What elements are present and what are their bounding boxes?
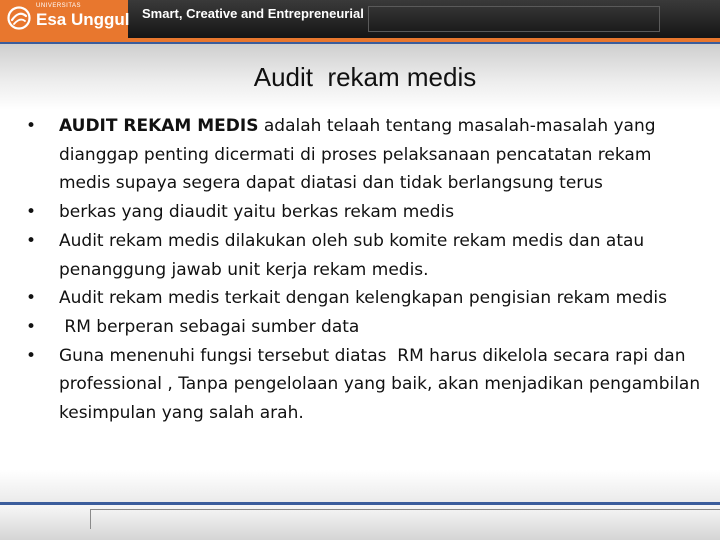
bullet-text: Audit rekam medis terkait dengan kelengkapan pengisian rekam medis	[59, 288, 667, 309]
logo-name: Esa Unggul	[36, 10, 130, 29]
bullet-lead-text: AUDIT REKAM MEDIS	[59, 116, 259, 136]
bullet-icon: •	[26, 202, 37, 223]
bullet-text: Audit rekam medis dilakukan oleh sub komite rekam medis dan atau penanggung jawab unit kerja rekam medis.	[59, 230, 650, 280]
footer-bar	[0, 505, 720, 540]
slide-title: Audit rekam medis	[253, 62, 477, 92]
bullet-icon: •	[26, 116, 37, 136]
list-item	[26, 342, 706, 428]
logo-emblem-icon	[7, 6, 31, 30]
logo-small-text: UNIVERSITAS	[36, 3, 82, 9]
bullet-icon: •	[26, 316, 37, 337]
bullet-text: Guna menenuhi fungsi tersebut diatas RM harus dikelola secara rapi dan professional , Tanpa pengelolaan yang baik, akan menjadikan pengambilan kesimpulan yang salah arah.	[59, 345, 706, 424]
bullet-icon: •	[26, 288, 37, 309]
bullet-list	[26, 112, 706, 428]
bullet-icon: •	[26, 345, 37, 366]
header-decorative-frame	[368, 6, 660, 32]
university-logo	[0, 0, 128, 38]
bullet-text: berkas yang diaudit yaitu berkas rekam medis	[59, 202, 455, 223]
list-item	[26, 112, 706, 198]
bullet-text: RM berperan sebagai sumber data	[59, 316, 360, 337]
footer-decorative-frame	[90, 509, 720, 529]
header-bar	[0, 0, 720, 38]
bullet-text: adalah telaah tentang masalah-masalah yang dianggap penting dicermati di proses pelaksanaan pencatatan rekam medis supaya segera dapat diatasi dan tidak berlangsung terus	[59, 116, 661, 194]
list-item	[26, 313, 706, 342]
list-item	[26, 227, 706, 284]
list-item	[26, 198, 706, 227]
list-item	[26, 284, 706, 313]
tagline: Smart, Creative and Entrepreneurial	[142, 6, 364, 21]
bullet-icon: •	[26, 230, 37, 251]
